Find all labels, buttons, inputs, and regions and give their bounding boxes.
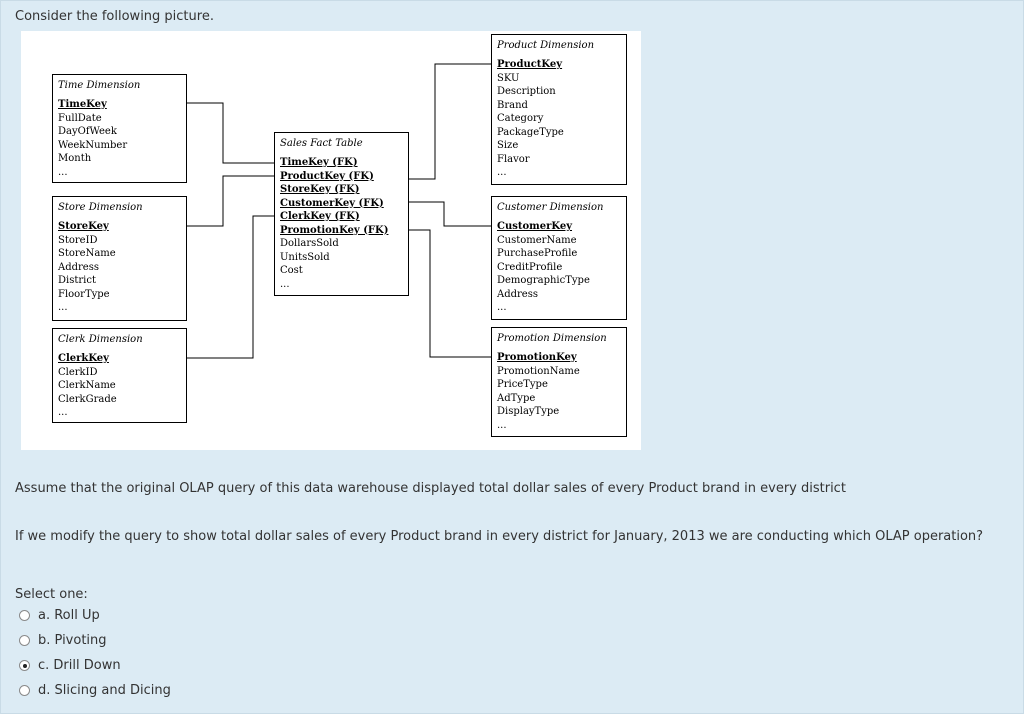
sales-fact-table-box: [274, 132, 409, 296]
connector-clerk: [186, 216, 274, 358]
radio-a[interactable]: [19, 610, 30, 621]
attribute-field: PackageType: [497, 126, 564, 138]
question-context: Assume that the original OLAP query of this data warehouse displayed total dollar sales of every Product brand in every district: [15, 481, 846, 496]
option-label: c. Drill Down: [38, 658, 121, 673]
key-field: StoreKey (FK): [280, 184, 360, 195]
attribute-field: PurchaseProfile: [497, 248, 578, 259]
attribute-field: UnitsSold: [280, 251, 330, 263]
table-title: Customer Dimension: [497, 202, 604, 213]
table-title: Clerk Dimension: [58, 334, 143, 345]
option-roll-up[interactable]: [19, 608, 100, 623]
attribute-field: PriceType: [497, 379, 548, 390]
attribute-field: ClerkID: [58, 366, 98, 378]
attribute-field: ...: [58, 302, 68, 313]
attribute-field: WeekNumber: [58, 139, 128, 151]
radio-b[interactable]: [19, 635, 30, 646]
attribute-field: ...: [497, 167, 507, 178]
table-title: Sales Fact Table: [280, 138, 363, 149]
key-field: CustomerKey: [497, 221, 573, 232]
table-title: Promotion Dimension: [497, 333, 607, 344]
promotion-dimension-box: [491, 327, 627, 437]
attribute-field: DayOfWeek: [58, 126, 117, 137]
key-field: TimeKey (FK): [280, 157, 358, 168]
attribute-field: Description: [497, 86, 556, 97]
attribute-field: Brand: [497, 99, 528, 111]
attribute-field: PromotionName: [497, 365, 580, 377]
table-title: Product Dimension: [497, 40, 595, 51]
attribute-field: DollarsSold: [280, 238, 339, 249]
time-dimension-box: [52, 74, 187, 183]
option-pivoting[interactable]: [19, 633, 107, 648]
intro-text: Consider the following picture.: [15, 9, 214, 24]
connector-store: [186, 176, 274, 226]
key-field: ProductKey: [497, 59, 563, 70]
attribute-field: Address: [497, 288, 538, 300]
key-field: ClerkKey (FK): [280, 211, 360, 222]
attribute-field: District: [58, 275, 96, 286]
option-label: a. Roll Up: [38, 608, 100, 623]
attribute-field: Cost: [280, 265, 303, 276]
connector-time: [186, 103, 274, 163]
attribute-field: ...: [497, 302, 507, 313]
attribute-field: ...: [497, 419, 507, 431]
table-title: Time Dimension: [58, 80, 141, 91]
attribute-field: StoreName: [58, 248, 116, 259]
attribute-field: AdType: [497, 392, 536, 404]
attribute-field: CreditProfile: [497, 261, 563, 273]
table-title: Store Dimension: [58, 202, 143, 213]
attribute-field: Address: [58, 261, 99, 273]
attribute-field: SKU: [497, 72, 520, 84]
radio-c[interactable]: [19, 660, 30, 671]
connector-customer: [408, 202, 491, 226]
attribute-field: Size: [497, 140, 519, 151]
attribute-field: FullDate: [58, 112, 102, 124]
attribute-field: Month: [58, 153, 92, 164]
key-field: ClerkKey: [58, 353, 109, 364]
attribute-field: FloorType: [58, 288, 110, 300]
radio-d[interactable]: [19, 685, 30, 696]
attribute-field: ...: [58, 407, 68, 418]
key-field: ProductKey (FK): [280, 170, 374, 182]
clerk-dimension-box: [52, 328, 187, 423]
attribute-field: ...: [58, 166, 68, 178]
option-label: d. Slicing and Dicing: [38, 683, 171, 698]
key-field: StoreKey: [58, 221, 109, 232]
option-label: b. Pivoting: [38, 633, 107, 648]
attribute-field: CustomerName: [497, 234, 577, 246]
attribute-field: ClerkGrade: [58, 393, 117, 405]
attribute-field: DemographicType: [497, 275, 590, 286]
key-field: PromotionKey (FK): [280, 224, 389, 236]
store-dimension-box: [52, 196, 187, 321]
attribute-field: DisplayType: [497, 406, 560, 417]
attribute-field: ...: [280, 278, 290, 290]
attribute-field: Category: [497, 113, 544, 124]
key-field: CustomerKey (FK): [280, 197, 384, 209]
question-text: If we modify the query to show total dollar sales of every Product brand in every district for January, 2013 we are conducting which OLAP operation?: [15, 529, 984, 544]
option-drill-down[interactable]: [19, 658, 121, 673]
attribute-field: StoreID: [58, 234, 98, 246]
connector-promotion: [408, 230, 491, 357]
key-field: PromotionKey: [497, 352, 577, 363]
customer-dimension-box: [491, 196, 627, 320]
select-one-label: Select one:: [15, 587, 88, 602]
product-dimension-box: [491, 34, 627, 185]
option-slicing-and-dicing[interactable]: [19, 683, 171, 698]
attribute-field: Flavor: [497, 153, 530, 165]
connector-product: [408, 64, 491, 179]
star-schema-diagram: [21, 31, 641, 450]
attribute-field: ClerkName: [58, 380, 116, 391]
key-field: TimeKey: [58, 99, 107, 110]
